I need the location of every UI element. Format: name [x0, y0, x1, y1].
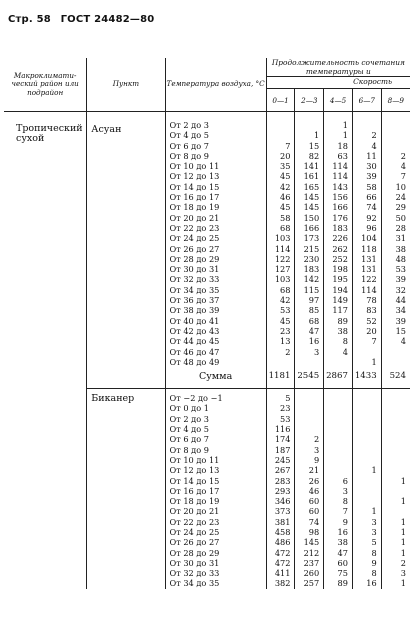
temp-range: От 6 до 7 [169, 140, 209, 151]
cell-value: 60 [308, 496, 320, 507]
cell-value: 47 [337, 547, 348, 558]
cell-value: 183 [303, 264, 320, 275]
cell-value [295, 120, 319, 130]
cell-value [353, 403, 377, 413]
cell-value: 2 [400, 150, 406, 161]
temp-range: От 42 до 43 [169, 325, 220, 336]
cell-value: 142 [303, 274, 320, 285]
cell-value: 15 [308, 140, 320, 151]
values-col [324, 120, 353, 367]
cell-value [353, 120, 377, 130]
cell-value [353, 434, 377, 444]
temp-range: От 20 до 21 [169, 212, 220, 223]
cell-value [382, 445, 406, 455]
cell-value: 74 [308, 516, 320, 527]
cell-value: 23 [280, 325, 291, 336]
temp-range: От 26 до 27 [169, 243, 220, 254]
cell-value: 47 [308, 325, 320, 336]
temp-range: От 24 до 25 [169, 526, 220, 537]
cell-value: 262 [332, 243, 348, 254]
cell-value: 104 [361, 233, 377, 244]
sum-value: 1433 [352, 367, 381, 389]
cell-value: 42 [280, 295, 291, 306]
values-col [381, 389, 410, 589]
cell-value: 166 [332, 202, 348, 213]
cell-value: 44 [395, 295, 406, 306]
cell-value [267, 130, 291, 140]
cell-value: 215 [303, 243, 320, 254]
cell-value: 3 [371, 526, 377, 537]
temp-range: От 2 до 3 [169, 120, 209, 130]
temp-list [165, 120, 266, 367]
cell-value: 1 [400, 496, 406, 507]
cell-value: 161 [303, 171, 320, 182]
cell-value: 50 [395, 212, 406, 223]
cell-value: 1 [371, 356, 377, 367]
cell-value: 53 [395, 264, 406, 275]
cell-value: 46 [280, 192, 291, 203]
cell-value: 3 [313, 346, 320, 357]
cell-value: 346 [274, 496, 291, 507]
cell-value [324, 465, 348, 475]
cell-value: 1 [400, 578, 406, 589]
cell-value: 1 [371, 506, 377, 517]
cell-value: 75 [337, 568, 348, 579]
cell-value: 58 [366, 181, 377, 192]
cell-value [382, 403, 406, 413]
temp-range: От 12 до 13 [169, 171, 220, 182]
cell-value [324, 424, 348, 434]
cell-value: 1 [400, 475, 406, 486]
cell-value: 6 [342, 475, 348, 486]
cell-value: 141 [303, 161, 320, 172]
cell-value: 212 [303, 547, 320, 558]
temp-range: От 32 до 33 [169, 568, 220, 579]
cell-value [295, 357, 319, 367]
temp-range: От 30 до 31 [169, 557, 220, 568]
cell-value: 114 [274, 243, 291, 254]
temp-range: От 36 до 37 [169, 295, 220, 306]
cell-value: 176 [332, 212, 348, 223]
temp-range: От 44 до 45 [169, 336, 220, 347]
cell-value [382, 141, 406, 151]
cell-value: 1 [400, 537, 406, 548]
cell-value: 1 [371, 465, 377, 476]
cell-value: 38 [337, 325, 348, 336]
cell-value: 30 [366, 161, 377, 172]
sum-value: 2545 [295, 367, 324, 389]
cell-value: 83 [366, 305, 377, 316]
cell-value [295, 393, 319, 403]
cell-value: 38 [395, 243, 406, 254]
cell-value: 48 [395, 253, 406, 264]
cell-value [382, 120, 406, 130]
cell-value: 23 [280, 403, 291, 414]
temp-range: От 20 до 21 [169, 506, 220, 517]
temp-range: От 10 до 11 [169, 161, 220, 172]
cell-value: 2 [400, 557, 406, 568]
cell-value [353, 414, 377, 424]
cell-value [324, 403, 348, 413]
cell-value [382, 347, 406, 357]
cell-value [324, 414, 348, 424]
cell-value: 29 [395, 202, 406, 213]
cell-value: 117 [332, 305, 348, 316]
temp-range: От 28 до 29 [169, 253, 220, 264]
temp-range: От 16 до 17 [169, 485, 220, 496]
sum-label: Сумма [165, 367, 266, 389]
header-speed-col: 8—9 [381, 89, 410, 112]
cell-value [324, 455, 348, 465]
cell-value: 9 [342, 516, 348, 527]
cell-value: 187 [274, 444, 291, 455]
cell-value: 260 [303, 568, 320, 579]
temp-range: От 8 до 9 [169, 150, 209, 161]
sum-value: 1181 [266, 367, 295, 389]
cell-value [295, 403, 319, 413]
page-header [8, 14, 154, 25]
header-speed-col: 4—5 [324, 89, 353, 112]
cell-value: 85 [308, 305, 320, 316]
cell-value: 165 [303, 181, 320, 192]
cell-value: 74 [366, 202, 377, 213]
cell-value: 143 [332, 181, 348, 192]
block-asuan [4, 120, 410, 367]
cell-value: 1 [342, 120, 348, 130]
cell-value [295, 424, 319, 434]
cell-value: 42 [280, 181, 291, 192]
cell-value: 166 [303, 222, 320, 233]
values-col [324, 389, 353, 589]
cell-value: 194 [332, 284, 348, 295]
temp-range: От 18 до 19 [169, 496, 220, 507]
cell-value [295, 414, 319, 424]
cell-value: 2 [285, 346, 291, 357]
cell-value: 8 [342, 496, 348, 507]
cell-value: 183 [332, 222, 348, 233]
block-bikaner [4, 389, 410, 589]
temp-range: От 38 до 39 [169, 305, 220, 316]
header-speed-col: 0—1 [266, 89, 295, 112]
temp-range: От 18 до 19 [169, 202, 220, 213]
cell-value: 195 [332, 274, 348, 285]
cell-value: 3 [371, 516, 377, 527]
cell-value: 32 [395, 284, 406, 295]
cell-value: 89 [337, 315, 348, 326]
cell-value: 252 [332, 253, 348, 264]
cell-value: 16 [366, 578, 377, 589]
cell-value [353, 455, 377, 465]
cell-value: 145 [303, 192, 320, 203]
cell-value: 198 [332, 264, 348, 275]
temp-range: От 48 до 49 [169, 356, 220, 367]
cell-value: 150 [303, 212, 320, 223]
cell-value: 60 [308, 506, 320, 517]
values-col [381, 120, 410, 367]
cell-value: 149 [332, 295, 348, 306]
cell-value: 34 [395, 305, 406, 316]
cell-value: 1 [400, 526, 406, 537]
temp-range: От −2 до −1 [169, 393, 223, 404]
cell-value: 13 [280, 336, 291, 347]
cell-value: 20 [366, 325, 377, 336]
cell-value: 9 [313, 454, 320, 465]
temp-range: От 4 до 5 [169, 130, 209, 141]
cell-value [324, 434, 348, 444]
cell-value [382, 393, 406, 403]
cell-value: 45 [280, 202, 291, 213]
cell-value [353, 496, 377, 506]
cell-value: 53 [280, 305, 291, 316]
cell-value: 24 [395, 192, 406, 203]
cell-value [382, 465, 406, 475]
cell-value: 53 [280, 413, 291, 424]
cell-value: 472 [274, 557, 291, 568]
temp-range: От 28 до 29 [169, 547, 220, 558]
cell-value: 52 [366, 315, 377, 326]
cell-value: 156 [332, 192, 348, 203]
header-speed-col: 6—7 [352, 89, 381, 112]
cell-value [324, 357, 348, 367]
sum-value: 2867 [324, 367, 353, 389]
cell-value: 35 [280, 161, 291, 172]
cell-value: 7 [285, 140, 291, 151]
cell-value: 39 [395, 315, 406, 326]
temp-range: От 22 до 23 [169, 222, 220, 233]
cell-value: 15 [395, 325, 406, 336]
cell-value: 472 [274, 547, 291, 558]
cell-value: 3 [342, 485, 348, 496]
cell-value: 103 [274, 274, 291, 285]
cell-value: 45 [280, 315, 291, 326]
cell-value: 4 [400, 336, 406, 347]
cell-value: 486 [274, 537, 291, 548]
cell-value: 8 [342, 336, 348, 347]
cell-value: 4 [400, 161, 406, 172]
cell-value: 26 [308, 475, 320, 486]
temp-range: От 30 до 31 [169, 264, 220, 275]
values-col [266, 120, 295, 367]
cell-value: 2 [371, 130, 377, 141]
temp-range: От 8 до 9 [169, 444, 209, 455]
temp-range: От 4 до 5 [169, 424, 209, 435]
cell-value: 18 [337, 140, 348, 151]
cell-value: 97 [308, 295, 320, 306]
cell-value: 10 [395, 181, 406, 192]
cell-value: 45 [280, 171, 291, 182]
cell-value [382, 424, 406, 434]
temp-range: От 6 до 7 [169, 434, 209, 445]
cell-value: 1 [400, 547, 406, 558]
temp-range: От 12 до 13 [169, 465, 220, 476]
cell-value: 9 [371, 557, 377, 568]
values-col [295, 389, 324, 589]
temp-range: От 34 до 35 [169, 578, 220, 589]
temp-range: От 32 до 33 [169, 274, 220, 285]
header-speed-col: 2—3 [295, 89, 324, 112]
cell-value: 267 [274, 465, 291, 476]
cell-value: 1 [400, 516, 406, 527]
cell-value: 92 [366, 212, 377, 223]
cell-value [353, 424, 377, 434]
cell-value: 257 [303, 578, 320, 589]
page-number: Стр. 58 [8, 14, 51, 25]
cell-value [382, 130, 406, 140]
cell-value: 114 [332, 171, 348, 182]
temp-range: От 34 до 35 [169, 284, 220, 295]
cell-value [353, 393, 377, 403]
values-col [352, 120, 381, 367]
temp-range: От 14 до 15 [169, 181, 220, 192]
cell-value: 114 [332, 161, 348, 172]
cell-value: 1 [313, 130, 320, 141]
cell-value [353, 476, 377, 486]
cell-value: 226 [332, 233, 348, 244]
cell-value [353, 347, 377, 357]
cell-value: 11 [366, 150, 377, 161]
cell-value [382, 506, 406, 516]
cell-value: 82 [308, 150, 320, 161]
cell-value: 2 [313, 434, 320, 445]
temp-range: От 22 до 23 [169, 516, 220, 527]
cell-value: 31 [395, 233, 406, 244]
standard-number: ГОСТ 24482—80 [60, 14, 155, 25]
cell-value: 245 [274, 454, 291, 465]
cell-value: 3 [313, 444, 320, 455]
cell-value: 60 [337, 557, 348, 568]
cell-value: 122 [274, 253, 291, 264]
cell-value: 38 [337, 537, 348, 548]
cell-value: 118 [361, 243, 377, 254]
cell-value [324, 393, 348, 403]
cell-value: 1 [342, 130, 348, 141]
cell-value: 458 [274, 526, 291, 537]
cell-value: 174 [274, 434, 291, 445]
cell-value: 7 [342, 506, 348, 517]
cell-value: 89 [337, 578, 348, 589]
cell-value: 28 [395, 222, 406, 233]
cell-value [353, 486, 377, 496]
cell-value: 382 [274, 578, 291, 589]
cell-value [382, 357, 406, 367]
sum-value: 524 [389, 371, 406, 382]
cell-value: 381 [274, 516, 291, 527]
cell-value: 7 [371, 336, 377, 347]
cell-value: 39 [366, 171, 377, 182]
cell-value: 237 [303, 557, 320, 568]
temp-range: От 40 до 41 [169, 315, 220, 326]
cell-value: 145 [303, 537, 320, 548]
climate-table [4, 58, 410, 589]
cell-value: 373 [274, 506, 291, 517]
cell-value: 68 [280, 222, 291, 233]
temp-range: От 24 до 25 [169, 233, 220, 244]
cell-value: 3 [400, 568, 406, 579]
values-col [352, 389, 381, 589]
cell-value: 127 [274, 264, 291, 275]
cell-value [382, 414, 406, 424]
cell-value: 5 [371, 537, 377, 548]
cell-value: 58 [280, 212, 291, 223]
temp-range: От 46 до 47 [169, 346, 220, 357]
cell-value [267, 120, 291, 130]
temp-range: От 26 до 27 [169, 537, 220, 548]
temp-range: От 2 до 3 [169, 413, 209, 424]
cell-value: 68 [280, 284, 291, 295]
temp-range: От 0 до 1 [169, 403, 209, 414]
cell-value: 411 [274, 568, 291, 579]
cell-value: 68 [308, 315, 320, 326]
header-temperature: Температура воздуха, °С [165, 58, 266, 112]
cell-value [267, 357, 291, 367]
region-name: Тропический сухой [4, 120, 87, 389]
header-speed: Скорость [266, 77, 410, 89]
cell-value: 20 [280, 150, 291, 161]
cell-value: 293 [274, 485, 291, 496]
cell-value: 8 [371, 568, 377, 579]
cell-value: 145 [303, 202, 320, 213]
cell-value: 66 [366, 192, 377, 203]
cell-value: 39 [395, 274, 406, 285]
cell-value: 116 [274, 424, 291, 435]
point-name: Асуан [87, 120, 165, 367]
cell-value: 96 [366, 222, 377, 233]
header-region: Макроклимати-ческий район или подрайон [4, 58, 87, 112]
cell-value: 283 [274, 475, 291, 486]
cell-value: 21 [308, 465, 320, 476]
cell-value: 5 [285, 393, 291, 404]
temp-range: От 16 до 17 [169, 192, 220, 203]
cell-value [382, 434, 406, 444]
cell-value [382, 486, 406, 496]
header-point: Пункт [87, 58, 165, 112]
cell-value [382, 455, 406, 465]
temp-range: От 14 до 15 [169, 475, 220, 486]
header-duration: Продолжительность сочетания температуры и [266, 58, 410, 77]
cell-value: 122 [361, 274, 377, 285]
cell-value: 63 [337, 150, 348, 161]
point-name: Биканер [87, 389, 165, 589]
cell-value: 131 [361, 264, 377, 275]
cell-value: 4 [342, 346, 348, 357]
temp-list [165, 389, 266, 589]
cell-value: 131 [361, 253, 377, 264]
temp-range: От 10 до 11 [169, 454, 220, 465]
cell-value: 230 [303, 253, 320, 264]
cell-value: 78 [366, 295, 377, 306]
cell-value: 7 [400, 171, 406, 182]
cell-value: 115 [303, 284, 320, 295]
cell-value: 103 [274, 233, 291, 244]
cell-value: 16 [337, 526, 348, 537]
cell-value: 46 [308, 485, 320, 496]
values-col [266, 389, 295, 589]
cell-value [324, 445, 348, 455]
cell-value: 114 [361, 284, 377, 295]
cell-value: 98 [308, 526, 320, 537]
cell-value: 8 [371, 547, 377, 558]
cell-value: 16 [308, 336, 320, 347]
cell-value: 4 [371, 140, 377, 151]
cell-value: 173 [303, 233, 320, 244]
values-col [295, 120, 324, 367]
cell-value [353, 445, 377, 455]
